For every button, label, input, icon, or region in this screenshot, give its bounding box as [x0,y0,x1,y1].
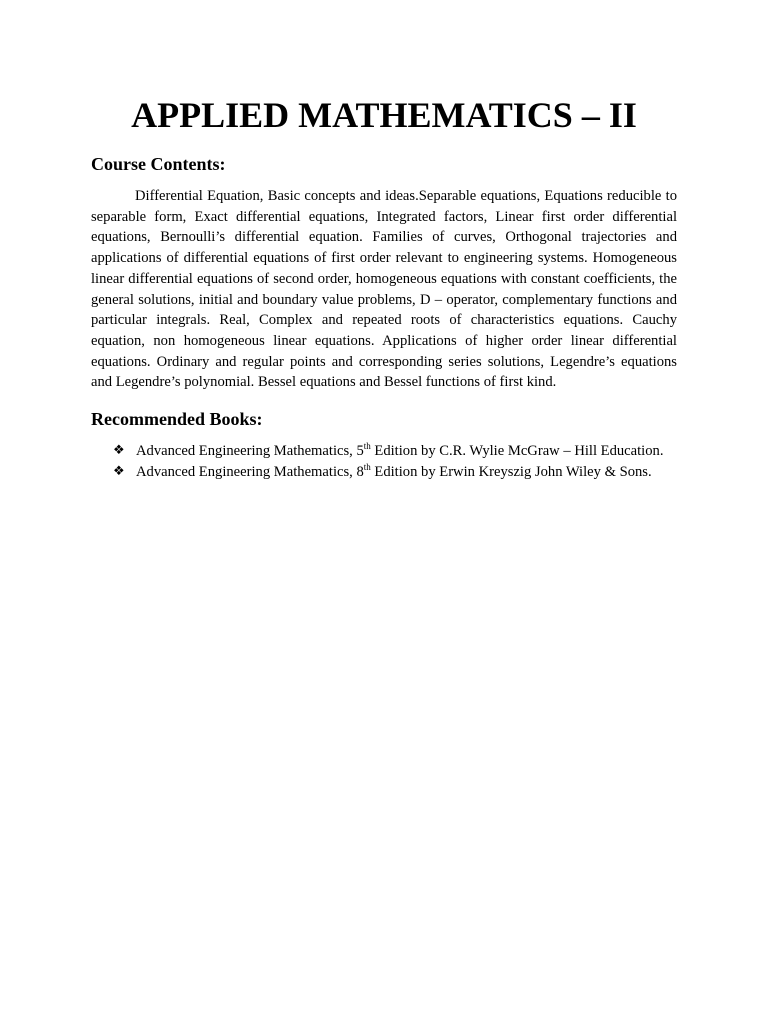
edition-ordinal-suffix: th [363,461,371,472]
diamond-bullet-icon: ❖ [113,443,125,459]
edition-ordinal-suffix: th [363,441,371,452]
course-contents-paragraph: Differential Equation, Basic concepts and ideas.Separable equations, Equations reducible to separable form, Exact differential equations, Integrated factors, Linear first order differential equations, Bernoulli’s differential equation. Families of curves, Orthogonal trajectories and applications of differential equations of first order relevant to engineering systems. Homogeneous linear differential equations of second order, homogeneous equations with constant coefficients, the general solutions, initial and boundary value problems, D – operator, complementary functions and particular integrals. Real, Complex and repeated roots of characteristics equations. Cauchy equation, non homogeneous linear equations. Applications of higher order linear differential equations. Ordinary and regular points and corresponding series solutions, Legendre’s equations and Legendre’s polynomial. Bessel equations and Bessel functions of first kind. [91,188,677,391]
book-title-part: Advanced Engineering Mathematics, 8 [136,463,364,480]
recommended-books-heading: Recommended Books: [91,409,263,430]
diamond-bullet-icon: ❖ [113,463,125,479]
book-author-part: Edition by C.R. Wylie McGraw – Hill Education. [370,443,664,460]
document-page [91,0,677,482]
course-contents-heading: Course Contents: [91,154,226,174]
page-title: APPLIED MATHEMATICS – II [131,95,637,135]
book-item [91,462,677,483]
recommended-books-list [91,441,677,482]
book-item [91,441,677,462]
book-title-part: Advanced Engineering Mathematics, 5 [136,443,364,460]
book-author-part: Edition by Erwin Kreyszig John Wiley & Sons. [370,463,652,480]
